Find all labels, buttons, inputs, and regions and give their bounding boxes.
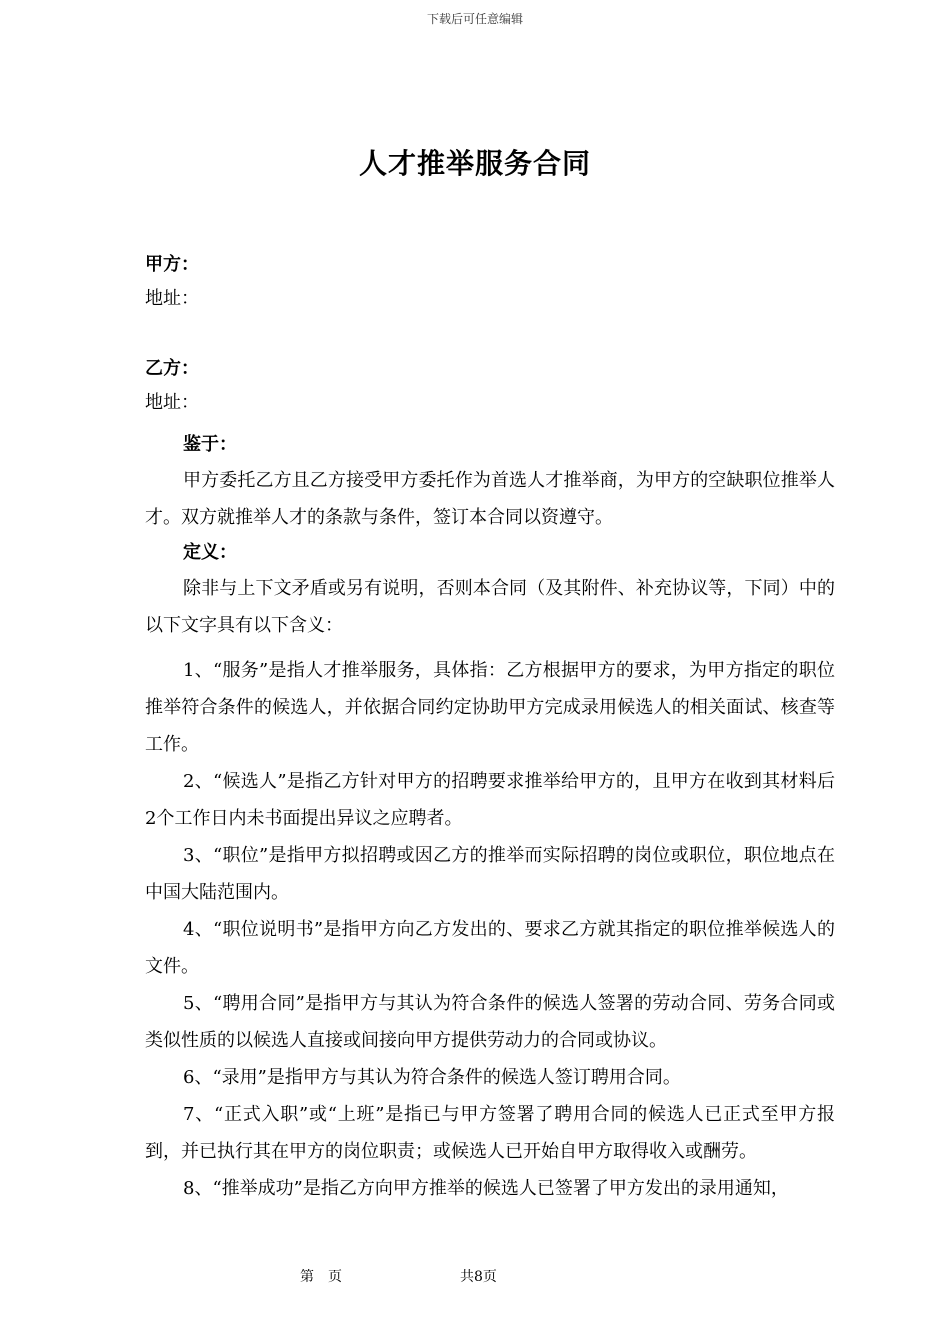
- definition-item: 1、“服务”是指人才推举服务，具体指：乙方根据甲方的要求，为甲方指定的职位推举符合条件的候选人，并依据合同约定协助甲方完成录用候选人的相关面试、核查等工作。: [145, 660, 835, 755]
- definition-item: 3、“职位”是指甲方拟招聘或因乙方的推举而实际招聘的岗位或职位，职位地点在中国大陆范围内。: [145, 845, 835, 903]
- total-pages-label: 共8页: [460, 1269, 497, 1285]
- party-b-address-label: 地址：: [145, 392, 199, 413]
- definition-item: 5、“聘用合同”是指甲方与其认为符合条件的候选人签署的劳动合同、劳务合同或类似性质的以候选人直接或间接向甲方提供劳动力的合同或协议。: [145, 993, 835, 1051]
- party-a-label: 甲方：: [145, 254, 199, 275]
- definition-item: 7、“正式入职”或“上班”是指已与甲方签署了聘用合同的候选人已正式至甲方报到，并已执行其在甲方的岗位职责；或候选人已开始自甲方取得收入或酬劳。: [145, 1104, 835, 1162]
- document-title: 人才推举服务合同: [358, 147, 591, 180]
- party-b-label: 乙方：: [145, 358, 199, 379]
- definition-item: 2、“候选人”是指乙方针对甲方的招聘要求推举给甲方的，且甲方在收到其材料后2个工作日内未书面提出异议之应聘者。: [145, 771, 835, 829]
- definition-item: 4、“职位说明书”是指甲方向乙方发出的、要求乙方就其指定的职位推举候选人的文件。: [145, 919, 835, 977]
- definition-item: 6、“录用”是指甲方与其认为符合条件的候选人签订聘用合同。: [183, 1067, 681, 1088]
- header-note: 下载后可任意编辑: [426, 12, 523, 26]
- whereas-text: 甲方委托乙方且乙方接受甲方委托作为首选人才推举商，为甲方的空缺职位推举人才。双方就推举人才的条款与条件，签订本合同以资遵守。: [145, 470, 835, 528]
- whereas-heading: 鉴于：: [183, 434, 237, 455]
- definitions-heading: 定义：: [183, 542, 237, 563]
- party-a-address-label: 地址：: [145, 288, 199, 309]
- definitions-intro: 除非与上下文矛盾或另有说明，否则本合同（及其附件、补充协议等，下同）中的以下文字具有以下含义：: [145, 578, 835, 636]
- document-body: [145, 248, 835, 1207]
- page-number-label: 第 页: [300, 1269, 342, 1285]
- definition-item: 8、“推举成功”是指乙方向甲方推举的候选人已签署了甲方发出的录用通知，: [183, 1178, 789, 1199]
